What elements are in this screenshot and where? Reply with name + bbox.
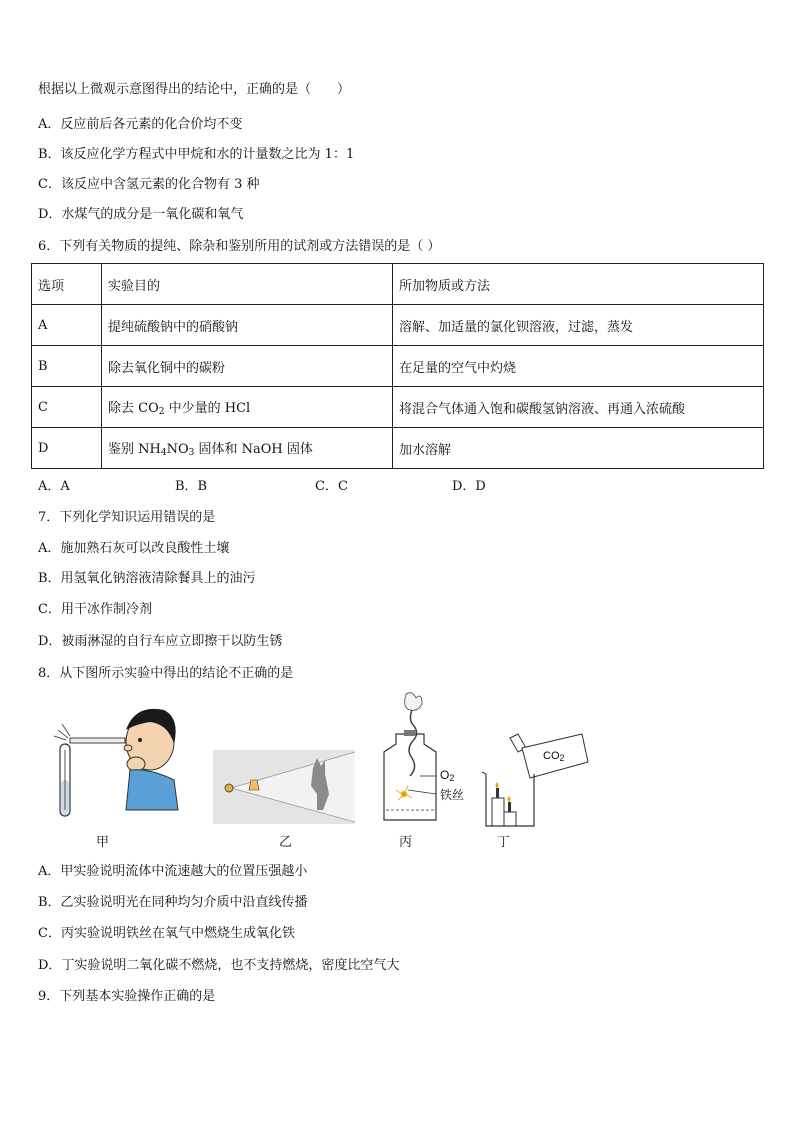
row-option: B <box>32 346 102 387</box>
q6-table <box>31 263 764 469</box>
caption-bing: 丙 <box>399 835 413 850</box>
q7-stem: 7．下列化学知识运用错误的是 <box>38 510 216 525</box>
q7-option-c: C．用干冰作制冷剂 <box>38 602 152 617</box>
q7-option-b: B．用氢氧化钠溶液清除餐具上的油污 <box>38 571 256 586</box>
subscript: 2 <box>158 407 165 417</box>
q7-option-d: D．被雨淋湿的自行车应立即擦干以防生锈 <box>38 634 283 649</box>
q5-stem: 根据以上微观示意图得出的结论中，正确的是（ ） <box>38 82 351 97</box>
label-co2: $CO_2$ <box>543 750 565 763</box>
q9-stem: 9．下列基本实验操作正确的是 <box>38 989 216 1004</box>
caption-jia: 甲 <box>96 835 110 850</box>
goal-text: NO <box>166 442 189 457</box>
q7-option-a: A．施加熟石灰可以改良酸性土壤 <box>38 541 230 556</box>
table-row <box>32 428 764 469</box>
header-method: 所加物质或方法 <box>393 264 764 305</box>
row-method: 将混合气体通入饱和碳酸氢钠溶液、再通入浓硫酸 <box>393 387 764 428</box>
q8-option-c: C．丙实验说明铁丝在氧气中燃烧生成氧化铁 <box>38 926 295 941</box>
q8-stem: 8．从下图所示实验中得出的结论不正确的是 <box>38 666 294 681</box>
figure-ding-co2-beaker <box>478 732 590 828</box>
goal-text: 鉴别 NH <box>108 442 161 457</box>
figure-yi-shadow <box>213 750 355 824</box>
row-goal <box>102 387 393 428</box>
caption-yi: 乙 <box>279 835 293 850</box>
q5-option-b: B．该反应化学方程式中甲烷和水的计量数之比为 1：1 <box>38 147 355 162</box>
q5-option-c: C．该反应中含氢元素的化合物有 3 种 <box>38 177 260 192</box>
row-method: 在足量的空气中灼烧 <box>393 346 764 387</box>
q8-option-a: A．甲实验说明流体中流速越大的位置压强越小 <box>38 864 308 879</box>
figure-jia-blowing-tube <box>40 700 180 825</box>
goal-text: 中少量的 HCl <box>164 401 251 416</box>
q6-choice-a: A．A <box>38 479 70 494</box>
goal-text: 固体和 NaOH 固体 <box>194 442 313 457</box>
row-option: C <box>32 387 102 428</box>
label-o2: $O_2$ <box>440 768 455 783</box>
row-goal: 除去氧化铜中的碳粉 <box>102 346 393 387</box>
table-row <box>32 305 764 346</box>
row-option: D <box>32 428 102 469</box>
figure-bing-iron-wire <box>378 690 473 826</box>
q5-option-a: A．反应前后各元素的化合价均不变 <box>38 117 243 132</box>
table-row <box>32 346 764 387</box>
goal-text: 除去 CO <box>108 401 159 416</box>
row-method: 溶解、加适量的氯化钡溶液，过滤，蒸发 <box>393 305 764 346</box>
label-iron-wire: 铁丝 <box>440 788 465 802</box>
row-goal: 提纯硫酸钠中的硝酸钠 <box>102 305 393 346</box>
q6-stem: 6．下列有关物质的提纯、除杂和鉴别所用的试剂或方法错误的是（ ） <box>38 239 441 254</box>
q5-option-d: D．水煤气的成分是一氧化碳和氧气 <box>38 207 244 222</box>
q8-option-b: B．乙实验说明光在同种均匀介质中沿直线传播 <box>38 895 308 910</box>
table-row <box>32 387 764 428</box>
row-goal <box>102 428 393 469</box>
row-option: A <box>32 305 102 346</box>
subscript: 3 <box>188 448 195 458</box>
q8-option-d: D．丁实验说明二氧化碳不燃烧，也不支持燃烧，密度比空气大 <box>38 958 400 973</box>
row-method: 加水溶解 <box>393 428 764 469</box>
q6-choice-c: C．C <box>315 479 348 494</box>
caption-ding: 丁 <box>497 835 511 850</box>
subscript: 4 <box>160 448 167 458</box>
table-header-row <box>32 264 764 305</box>
header-option: 选项 <box>32 264 102 305</box>
q6-choice-d: D．D <box>452 479 486 494</box>
q6-choice-b: B．B <box>175 479 208 494</box>
header-goal: 实验目的 <box>102 264 393 305</box>
